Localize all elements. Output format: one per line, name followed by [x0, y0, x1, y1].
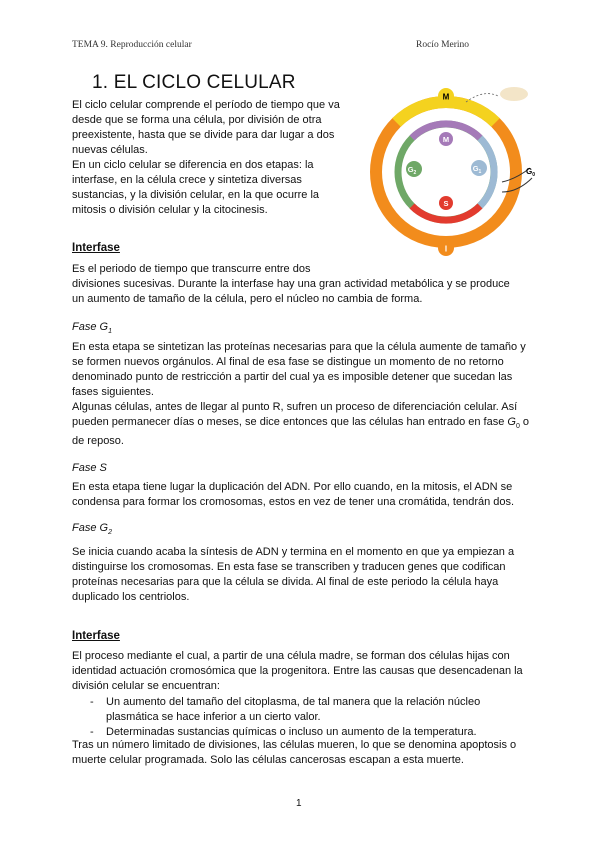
s-paragraph: En esta etapa tiene lugar la duplicación del ADN. Por ello cuando, en la mitosis, el ADN se condensa para formar los cromosomas, estos en vez de tener una cromátida, tendrán dos.	[72, 481, 515, 508]
s-label: S	[443, 199, 449, 208]
daughter-cells	[500, 87, 528, 101]
g2-label: $G_2$	[407, 165, 417, 176]
page-title: 1. EL CICLO CELULAR	[92, 72, 296, 93]
list-item: - Determinadas sustancias químicas o incluso un aumento de la temperatura.	[90, 726, 477, 738]
header-right: Rocío Merino	[416, 40, 470, 50]
g1-paragraph: En esta etapa se sintetizan las proteínas necesarias para que la célula aumente de tamaño y se formen nuevos orgánulos. Al final de esa fase se distingue un momento de no retorno denominado punto de restricción a partir del cual ya es imposible detener que sucedan las fases siguientes.	[72, 341, 526, 398]
m-outer-label: M	[442, 92, 450, 102]
s-heading: Fase S	[72, 462, 107, 474]
page-number: 1	[296, 798, 302, 809]
causes-list	[72, 695, 532, 740]
g2-paragraph: Se inicia cuando acaba la síntesis de ADN y termina en el momento en que ya empiezan a distinguirse los cromosomas. En esta fase se transcriben y traducen genes que codifican proteínas necesarias para que la célula se divida. Al final de este periodo la célula haya duplicado los centriolos.	[72, 546, 515, 603]
division-heading: Interfase	[72, 630, 120, 642]
m-inner-label: M	[442, 135, 450, 144]
division-paragraph: El proceso mediante el cual, a partir de una célula madre, se forman dos células hijas con identidad actuación cromosómica que la progenitora. Entre las causas que desencadenan la división celular se encuentran:	[72, 650, 523, 692]
intro-paragraph: El ciclo celular comprende el período de tiempo que va desde que se forma una célula, por división de otra preexistente, hasta que se divide para dar lugar a dos nuevas células. En un ciclo celular se diferencia en dos etapas: la interfase, en la célula crece y sintetiza diversas sustancias, y la división celular, en la que ocurre la mitosis o división celular y la citocinesis.	[72, 99, 340, 216]
list-item: - Un aumento del tamaño del citoplasma, de tal manera que la relación núcleo plasmática se hace inferior a un cierto valor.	[90, 696, 481, 723]
g1-paragraph-2: Algunas células, antes de llegar al punto R, sufren un proceso de diferenciación celular. Así pueden permanecer días o meses, se dice entonces que las células han entrado en fase $G_0$ o de reposo.	[72, 401, 530, 448]
interfase-heading: Interfase	[72, 242, 120, 254]
cell-cycle-diagram	[366, 84, 552, 259]
g0-label: $G_0$	[526, 167, 536, 178]
interfase-paragraph: Es el periodo de tiempo que transcurre entre dos divisiones sucesivas. Durante la interfase hay una gran actividad metabólica y se produce un aumento de tamaño de la célula, pero el núcleo no cambia de forma.	[72, 263, 510, 305]
g1-label: $G_1$	[472, 164, 482, 175]
i-label: I	[444, 244, 448, 254]
g2-heading: Fase $G_2$	[72, 522, 112, 537]
g1-heading: Fase $G_1$	[72, 321, 112, 336]
apoptosis-paragraph: Tras un número limitado de divisiones, las células mueren, lo que se denomina apoptosis o muerte celular programada. Solo las células cancerosas escapan a esta muerte.	[72, 739, 517, 766]
header-left: TEMA 9. Reproducción celular	[72, 40, 192, 50]
mitosis-ring	[397, 102, 496, 123]
